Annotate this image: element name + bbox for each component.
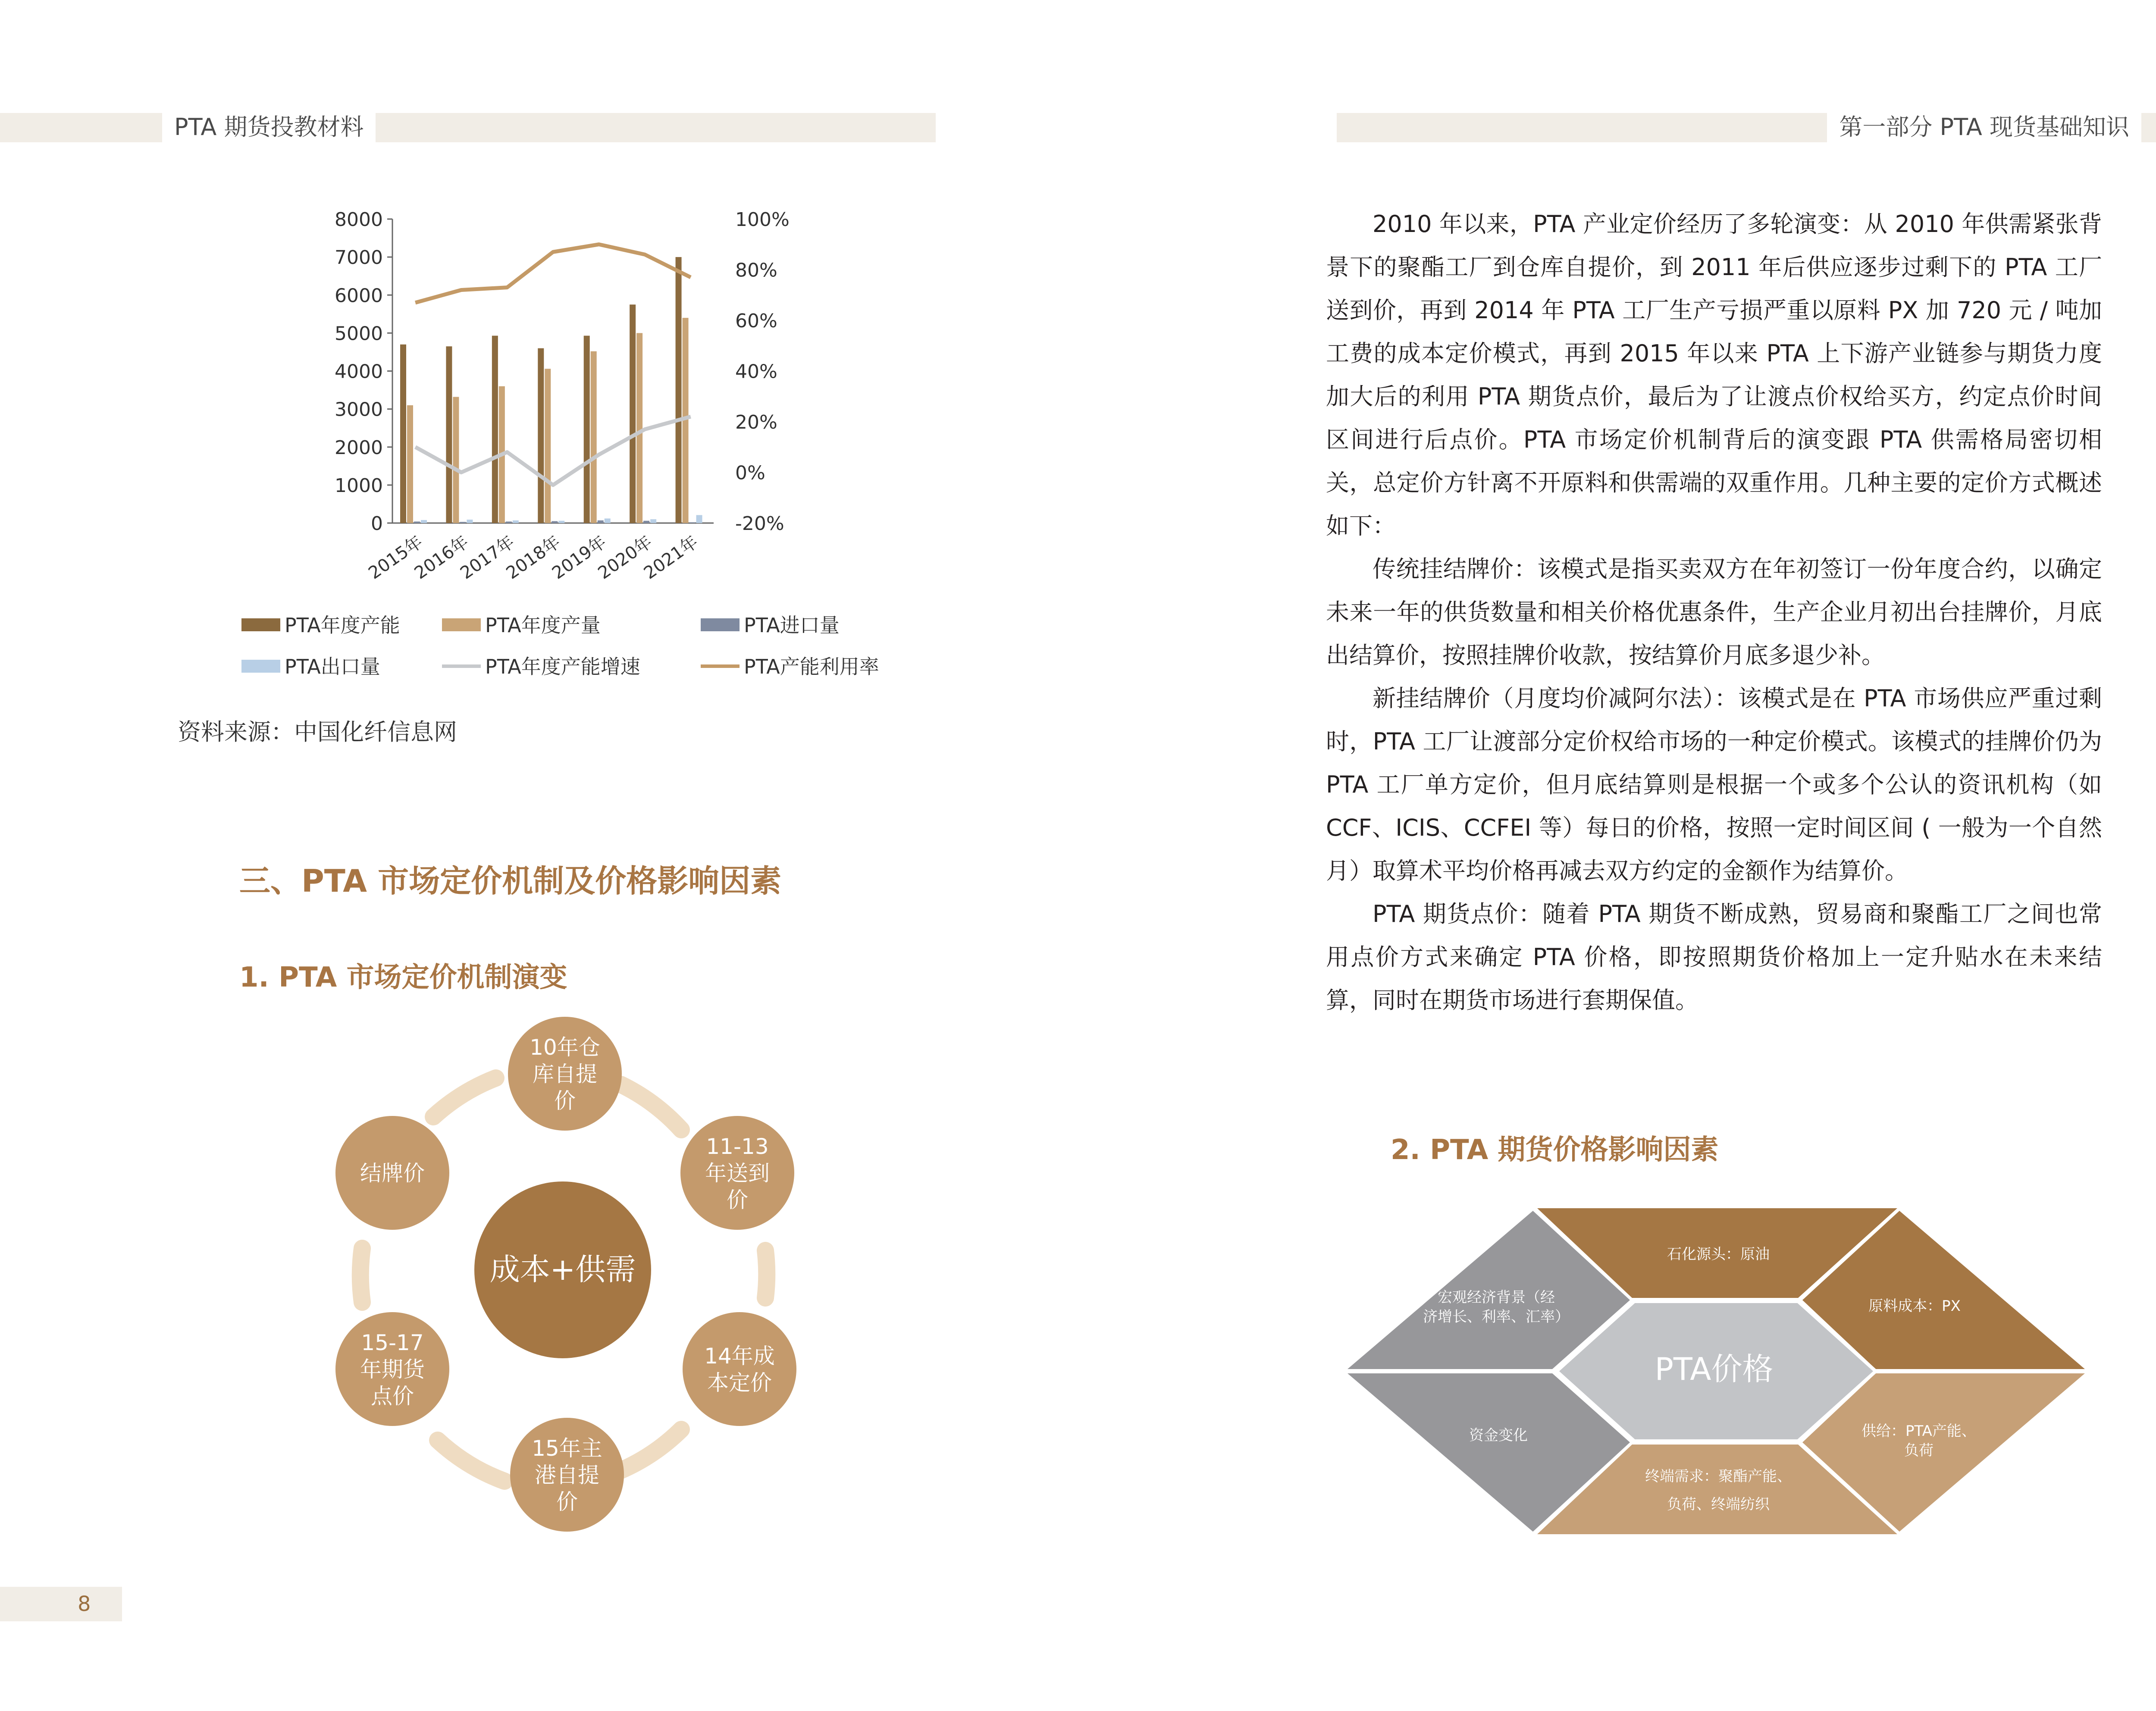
subsection-1-title: 1. PTA 市场定价机制演变 bbox=[239, 962, 567, 993]
y-left-tick-label: 7000 bbox=[335, 247, 383, 269]
x-tick-label: 2019年 bbox=[548, 532, 610, 583]
x-tick-label: 2015年 bbox=[365, 532, 426, 583]
factor-top-left-label-2: 济增长、利率、汇率） bbox=[1423, 1308, 1570, 1326]
body-paragraph: 传统挂结牌价：该模式是指买卖双方在年初签订一份年度合约，以确定未来一年的供货数量和相关价格优惠条件，生产企业月初出台挂牌价，月底出结算价，按照挂牌价收款，按结算价月底多退少补。 bbox=[1326, 555, 2102, 669]
cycle-node-label: 价 bbox=[556, 1489, 578, 1514]
legend-label: PTA进口量 bbox=[744, 614, 840, 637]
body-paragraph: PTA 期货点价：随着 PTA 期货不断成熟，贸易商和聚酯工厂之间也常用点价方式来确定 PTA 价格，即按照期货价格加上一定升贴水在未来结算，同时在期货市场进行套期保值。 bbox=[1326, 900, 2102, 1014]
legend-label: PTA年度产能 bbox=[285, 614, 400, 637]
page-number-band-left bbox=[0, 1587, 122, 1621]
x-tick-label: 2017年 bbox=[457, 532, 518, 583]
cycle-node-label: 15年主 bbox=[532, 1436, 602, 1461]
factor-bottom-right-label-1: 供给：PTA产能、 bbox=[1861, 1423, 1976, 1440]
legend-label: PTA年度产量 bbox=[485, 614, 601, 637]
subsection-2-title: 2. PTA 期货价格影响因素 bbox=[1391, 1134, 1719, 1166]
cycle-node-label: 15-17 bbox=[361, 1330, 424, 1355]
pricing-body-text bbox=[1326, 203, 2102, 1022]
x-tick-label: 2018年 bbox=[502, 532, 564, 583]
factor-top-left-label-1: 宏观经济背景（经 bbox=[1438, 1289, 1555, 1306]
cycle-node-label: 价 bbox=[554, 1088, 576, 1113]
y-right-tick-label: 60% bbox=[735, 310, 777, 332]
factor-center-label: PTA价格 bbox=[1655, 1351, 1774, 1387]
y-left-tick-label: 4000 bbox=[335, 360, 383, 383]
y-left-tick-label: 5000 bbox=[335, 323, 383, 345]
y-right-tick-label: 20% bbox=[735, 411, 777, 433]
y-left-tick-label: 8000 bbox=[335, 209, 383, 231]
cycle-center-label: 成本+供需 bbox=[489, 1252, 636, 1287]
y-right-tick-label: 0% bbox=[735, 462, 765, 484]
y-right-tick-label: 100% bbox=[735, 209, 790, 231]
factor-bottom-right-label-2: 负荷 bbox=[1904, 1442, 1934, 1459]
page-number-left: 8 bbox=[78, 1592, 91, 1616]
y-left-tick-label: 6000 bbox=[335, 285, 383, 307]
cycle-node-label: 14年成 bbox=[704, 1344, 775, 1369]
y-left-tick-label: 2000 bbox=[335, 436, 383, 459]
legend-label: PTA年度产能增速 bbox=[485, 655, 640, 678]
chart-source: 资料来源：中国化纤信息网 bbox=[178, 718, 457, 746]
x-tick-label: 2016年 bbox=[411, 532, 473, 583]
y-left-tick-label: 0 bbox=[371, 513, 383, 535]
y-right-tick-label: -20% bbox=[735, 513, 784, 535]
factor-top-label: 石化源头：原油 bbox=[1667, 1246, 1770, 1263]
cycle-node-label: 结牌价 bbox=[360, 1161, 425, 1186]
x-tick-label: 2020年 bbox=[594, 532, 656, 583]
legend-label: PTA产能利用率 bbox=[744, 655, 879, 678]
legend-label: PTA出口量 bbox=[285, 655, 380, 678]
cycle-node-label: 港自提 bbox=[535, 1463, 599, 1488]
factor-bottom-left-label: 资金变化 bbox=[1469, 1427, 1528, 1444]
factor-bottom-label-2: 负荷、终端纺织 bbox=[1667, 1496, 1770, 1513]
cycle-node-label: 年期货 bbox=[360, 1357, 425, 1382]
x-tick-label: 2021年 bbox=[640, 532, 702, 583]
y-right-tick-label: 40% bbox=[735, 360, 777, 383]
body-paragraph: 新挂结牌价（月度均价减阿尔法）：该模式是在 PTA 市场供应严重过剩时，PTA 工厂让渡部分定价权给市场的一种定价模式。该模式的挂牌价仍为 PTA 工厂单方定价，但月底结算则是根据一个或多个公认的资讯机构（如 CCF、ICIS、CCFEI 等）每日的价格，按照一定时间区间 ( 一般为一个自然月）取算术平均价格再减去双方约定的金额作为结算价。 bbox=[1326, 685, 2102, 884]
header-right-title: 第一部分 PTA 现货基础知识 bbox=[1827, 110, 2141, 144]
cycle-node-label: 价 bbox=[727, 1188, 748, 1213]
section-3-title: 三、PTA 市场定价机制及价格影响因素 bbox=[239, 863, 782, 899]
cycle-node-label: 本定价 bbox=[707, 1370, 772, 1395]
cycle-node-label: 点价 bbox=[371, 1384, 414, 1409]
header-left-title: PTA 期货投教材料 bbox=[162, 110, 376, 144]
y-left-tick-label: 3000 bbox=[335, 398, 383, 421]
cycle-node-label: 年送到 bbox=[705, 1161, 770, 1186]
body-paragraph: 2010 年以来，PTA 产业定价经历了多轮演变：从 2010 年供需紧张背景下的聚酯工厂到仓库自提价，到 2011 年后供应逐步过剩下的 PTA 工厂送到价，再到 2014 年 PTA 工厂生产亏损严重以原料 PX 加 720 元 / 吨加工费的成本定价模式，再到 2015 年以来 PTA 上下游产业链参与期货力度加大后的利用 PTA 期货点价，最后为了让渡点价权给买方，约定点价时间区间进行后点价。PTA 市场定价机制背后的演变跟 PTA 供需格局密切相关，总定价方针离不开原料和供需端的双重作用。几种主要的定价方式概述如下： bbox=[1326, 210, 2102, 539]
cycle-node-label: 库自提 bbox=[533, 1062, 597, 1087]
cycle-node-label: 10年仓 bbox=[530, 1035, 600, 1060]
factor-top-right-label: 原料成本：PX bbox=[1868, 1297, 1961, 1315]
y-right-tick-label: 80% bbox=[735, 259, 777, 282]
factor-bottom-label-1: 终端需求：聚酯产能、 bbox=[1645, 1468, 1792, 1485]
cycle-node-label: 11-13 bbox=[706, 1134, 769, 1159]
y-left-tick-label: 1000 bbox=[335, 474, 383, 497]
